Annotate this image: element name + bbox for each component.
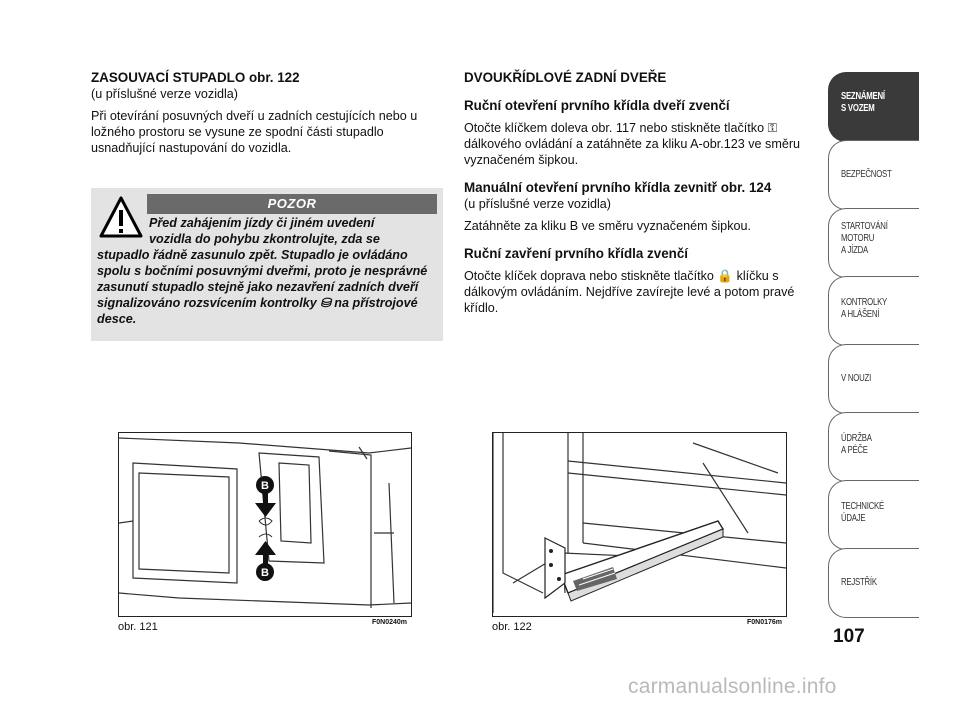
- warning-label: POZOR: [147, 194, 437, 214]
- tab-v-nouzi[interactable]: V NOUZI: [828, 344, 919, 414]
- subsection-2-heading: Manuální otevření prvního křídla zevnitř obr. 124: [464, 180, 772, 195]
- door-step-illustration: [119, 433, 411, 616]
- figure-122-caption: obr. 122: [492, 621, 532, 633]
- page-number: 107: [833, 626, 865, 647]
- subsection-2-body: Zatáhněte za kliku B ve směru vyznačeném šipkou.: [464, 219, 751, 233]
- step-board: [561, 521, 723, 601]
- tab-kontrolky[interactable]: KONTROLKY A HLÁŠENÍ: [828, 276, 919, 346]
- section-body: Při otevírání posuvných dveří u zadních cestujících nebo u ložného prostoru se vysune ze spodní části stupadlo usnadňující nastupování do vozidla.: [91, 109, 418, 155]
- marker-b-bottom: B: [261, 567, 269, 579]
- left-column: [91, 70, 443, 156]
- retractable-step-illustration: [493, 433, 786, 616]
- section-subtitle: (u příslušné verze vozidla): [91, 87, 238, 101]
- warning-line-2: vozidla do pohybu zkontrolujte, zda se: [149, 232, 380, 246]
- tab-udrzba[interactable]: ÚDRŽBA A PÉČE: [828, 412, 919, 482]
- tab-rejstrik[interactable]: REJSTŘÍK: [828, 548, 919, 618]
- figure-121: [118, 432, 412, 617]
- subsection-3-heading: Ruční zavření prvního křídla zvenčí: [464, 246, 688, 261]
- figure-122-code: F0N0176m: [747, 619, 783, 626]
- section-title-rear-doors: DVOUKŘÍDLOVÉ ZADNÍ DVEŘE: [464, 70, 667, 85]
- warning-rest: stupadlo řádně zasunulo zpět. Stupadlo je ovládáno spolu s bočními posuvnými dveřmi, proto je nesprávné zasunutí stupadlo stejně jako nezavření zadních dveří signalizováno rozsvícením kontrolky ⛁ na přístrojové desce.: [97, 248, 428, 326]
- subsection-2-sub: (u příslušné verze vozidla): [464, 197, 611, 211]
- figure-122: [492, 432, 787, 617]
- figure-121-code: F0N0240m: [372, 619, 408, 626]
- warning-box: [91, 188, 443, 341]
- tab-startovani[interactable]: STARTOVÁNÍ MOTORU A JÍZDA: [828, 208, 919, 278]
- tab-bezpecnost[interactable]: BEZPEČNOST: [828, 140, 919, 210]
- step-bracket: [545, 538, 565, 598]
- figure-121-caption: obr. 121: [118, 621, 158, 633]
- marker-b-top: B: [261, 480, 269, 492]
- subsection-1-heading: Ruční otevření prvního křídla dveří zvenčí: [464, 98, 730, 113]
- section-title: ZASOUVACÍ STUPADLO obr. 122: [91, 70, 300, 85]
- tab-seznameni[interactable]: SEZNÁMENÍ S VOZEM: [828, 72, 919, 142]
- subsection-3-body: Otočte klíček doprava nebo stiskněte tlačítko 🔒 klíčku s dálkovým ovládáním. Nejdříve zavírejte levé a potom pravé křídlo.: [464, 269, 795, 315]
- arrow-down-icon: [255, 493, 276, 517]
- subsection-1-body: Otočte klíčkem doleva obr. 117 nebo stiskněte tlačítko ⚿ dálkového ovládání a zatáhněte za kliku A-obr.123 ve směru vyznačeném šipkou.: [464, 121, 801, 167]
- warning-text: [97, 215, 437, 327]
- right-column: [464, 70, 814, 316]
- tab-technicke[interactable]: TECHNICKÉ ÚDAJE: [828, 480, 919, 550]
- watermark: carmanualsonline.info: [628, 675, 837, 698]
- warning-line-1: Před zahájením jízdy či jiném uvedení: [149, 216, 375, 230]
